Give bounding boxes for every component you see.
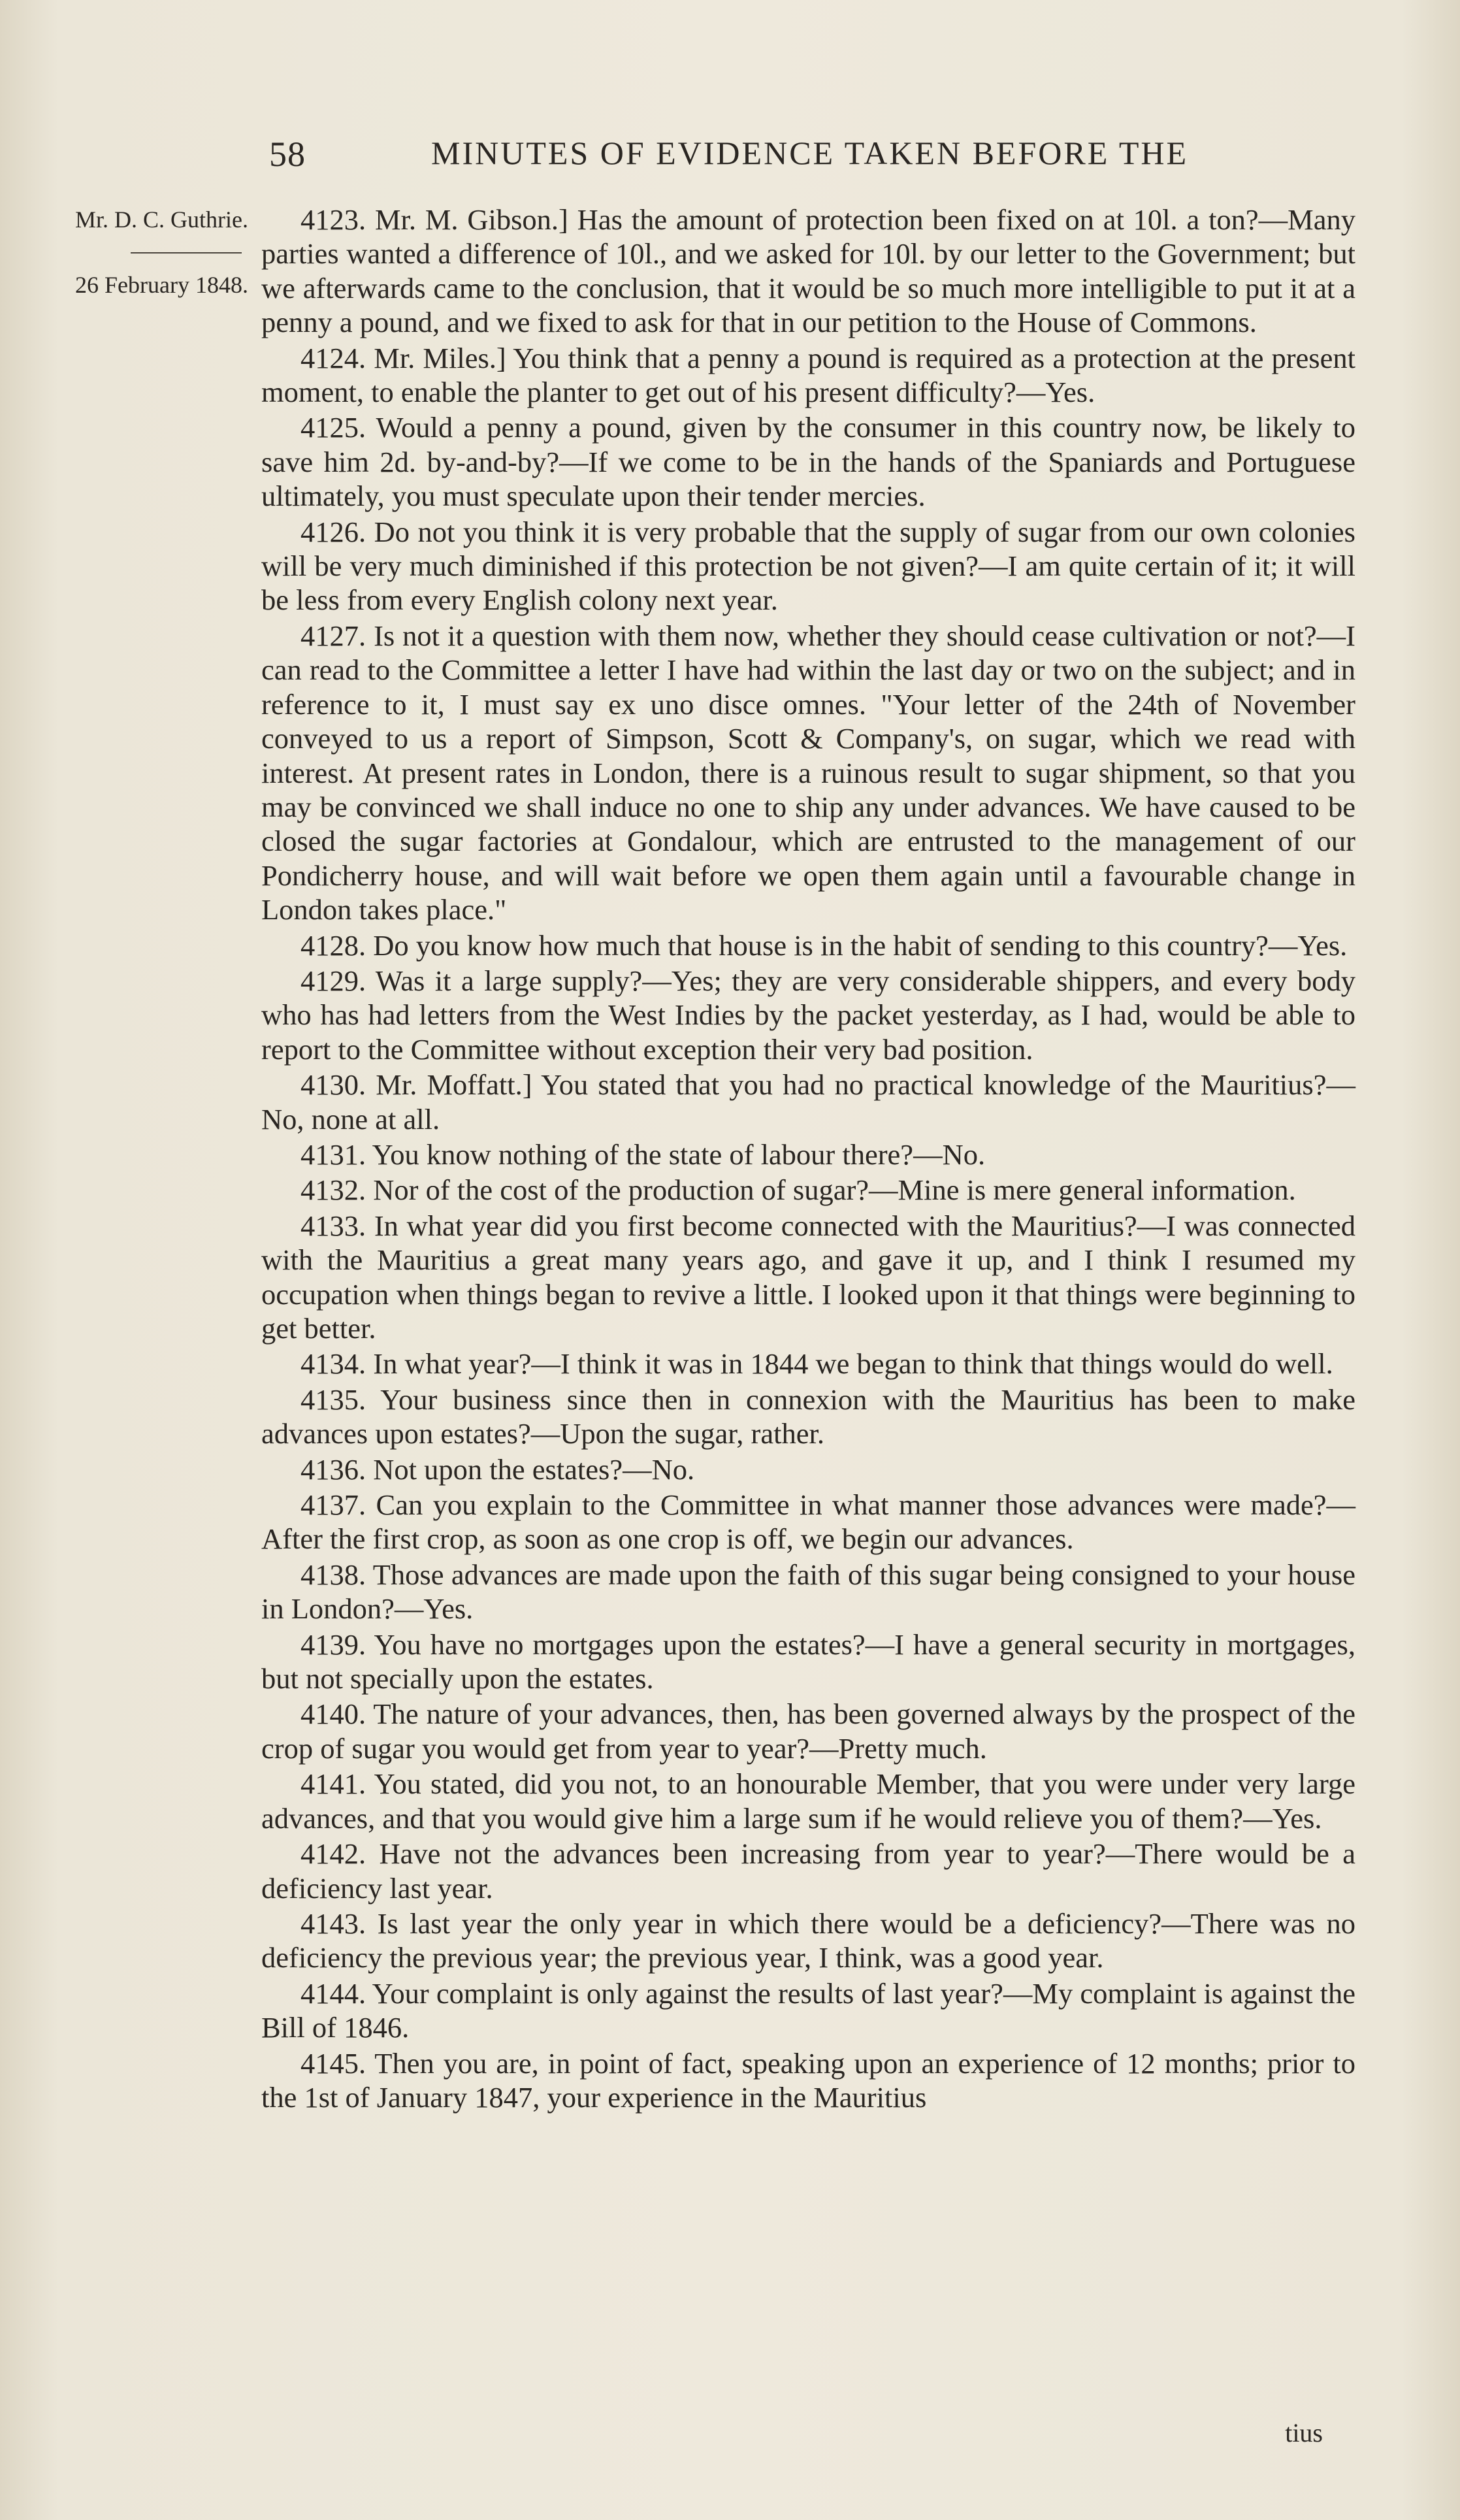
paragraph-4126: 4126. Do not you think it is very probable that the supply of sugar from our own colonies will be very much diminished if this protection be not given?—I am quite certain of it; it will be less from every English colony next year. — [261, 515, 1355, 617]
paragraph-4142: 4142. Have not the advances been increasing from year to year?—There would be a deficiency last year. — [261, 1837, 1355, 1905]
paragraph-4129: 4129. Was it a large supply?—Yes; they are very considerable shippers, and every body who has had letters from the West Indies by the packet yesterday, as I had, would be able to report to the Committee without exception their very bad position. — [261, 964, 1355, 1066]
paragraph-4124: 4124. Mr. Miles.] You think that a penny a pound is required as a protection at the present moment, to enable the planter to get out of his present difficulty?—Yes. — [261, 341, 1355, 409]
paragraph-4125: 4125. Would a penny a pound, given by the consumer in this country now, be likely to save him 2d. by-and-by?—If we come to be in the hands of the Spaniards and Portuguese ultimately, you must speculate upon their tender mercies. — [261, 411, 1355, 513]
paragraph-4134: 4134. In what year?—I think it was in 1844 we began to think that things would do well. — [300, 1347, 1333, 1381]
catchword: tius — [1285, 2418, 1323, 2447]
paragraph-4143: 4143. Is last year the only year in which there would be a deficiency?—There was no deficiency the previous year; the previous year, I think, was a good year. — [261, 1906, 1355, 1974]
margin-rule — [131, 252, 242, 254]
body-text — [261, 203, 1355, 2116]
paragraph-4140: 4140. The nature of your advances, then, has been governed always by the prospect of the crop of sugar you would get from year to year?—Pretty much. — [261, 1697, 1355, 1765]
paragraph-4131: 4131. You know nothing of the state of labour there?—No. — [300, 1137, 986, 1171]
paragraph-4128: 4128. Do you know how much that house is in the habit of sending to this country?—Yes. — [300, 928, 1348, 962]
witness-name: Mr. D. C. Guthrie. — [75, 206, 248, 233]
paragraph-4144: 4144. Your complaint is only against the results of last year?—My complaint is against the Bill of 1846. — [261, 1976, 1355, 2044]
paragraph-4123: 4123. Mr. M. Gibson.] Has the amount of protection been fixed on at 10l. a ton?—Many parties wanted a difference of 10l., and we asked for 10l. by our letter to the Government; but we afterwards came to the conclusion, that it would be so much more intelligible to put it at a penny a pound, and we fixed to ask for that in our petition to the House of Commons. — [261, 203, 1355, 339]
paragraph-4141: 4141. You stated, did you not, to an honourable Member, that you were under very large advances, and that you would give him a large sum if he would relieve you of them?—Yes. — [261, 1767, 1355, 1835]
margin-note — [39, 203, 248, 302]
paragraph-4137: 4137. Can you explain to the Committee in what manner those advances were made?—After the first crop, as soon as one crop is off, we begin our advances. — [261, 1488, 1355, 1556]
paragraph-4130: 4130. Mr. Moffatt.] You stated that you had no practical knowledge of the Mauritius?—No, none at all. — [261, 1068, 1355, 1136]
running-title: MINUTES OF EVIDENCE TAKEN BEFORE THE — [431, 135, 1189, 171]
page-header — [261, 134, 1372, 186]
page-number: 58 — [269, 135, 306, 174]
paragraph-4127: 4127. Is not it a question with them now, whether they should cease cultivation or not?—I can read to the Committee a letter I have had within the last day or two on the subject; and in reference to it, I must say ex uno disce omnes. "Your letter of the 24th of November conveyed to us a report of Simpson, Scott & Company's, on sugar, which we read with interest. At present rates in London, there is a ruinous result to sugar shipment, so that you may be convinced we shall induce no one to ship any under advances. We have caused to be closed the sugar factories at Gondalour, which are entrusted to the management of our Pondicherry house, and will wait before we open them again until a favourable change in London takes place." — [261, 619, 1355, 926]
paragraph-4139: 4139. You have no mortgages upon the estates?—I have a general security in mortgages, but not specially upon the estates. — [261, 1628, 1355, 1695]
hearing-date: 26 February 1848. — [75, 272, 248, 298]
paragraph-4135: 4135. Your business since then in connexion with the Mauritius has been to make advances upon estates?—Upon the sugar, rather. — [261, 1383, 1355, 1450]
paragraph-4132: 4132. Nor of the cost of the production of sugar?—Mine is mere general information. — [300, 1173, 1296, 1207]
paragraph-4136: 4136. Not upon the estates?—No. — [300, 1452, 695, 1486]
paragraph-4145: 4145. Then you are, in point of fact, speaking upon an experience of 12 months; prior to the 1st of January 1847, your experience in the Mauritius — [261, 2046, 1355, 2114]
paragraph-4138: 4138. Those advances are made upon the faith of this sugar being consigned to your house in London?—Yes. — [261, 1558, 1355, 1626]
paragraph-4133: 4133. In what year did you first become connected with the Mauritius?—I was connected with the Mauritius a great many years ago, and gave it up, and I think I resumed my occupation when things began to revive a little. I looked upon it that things were beginning to get better. — [261, 1209, 1355, 1345]
